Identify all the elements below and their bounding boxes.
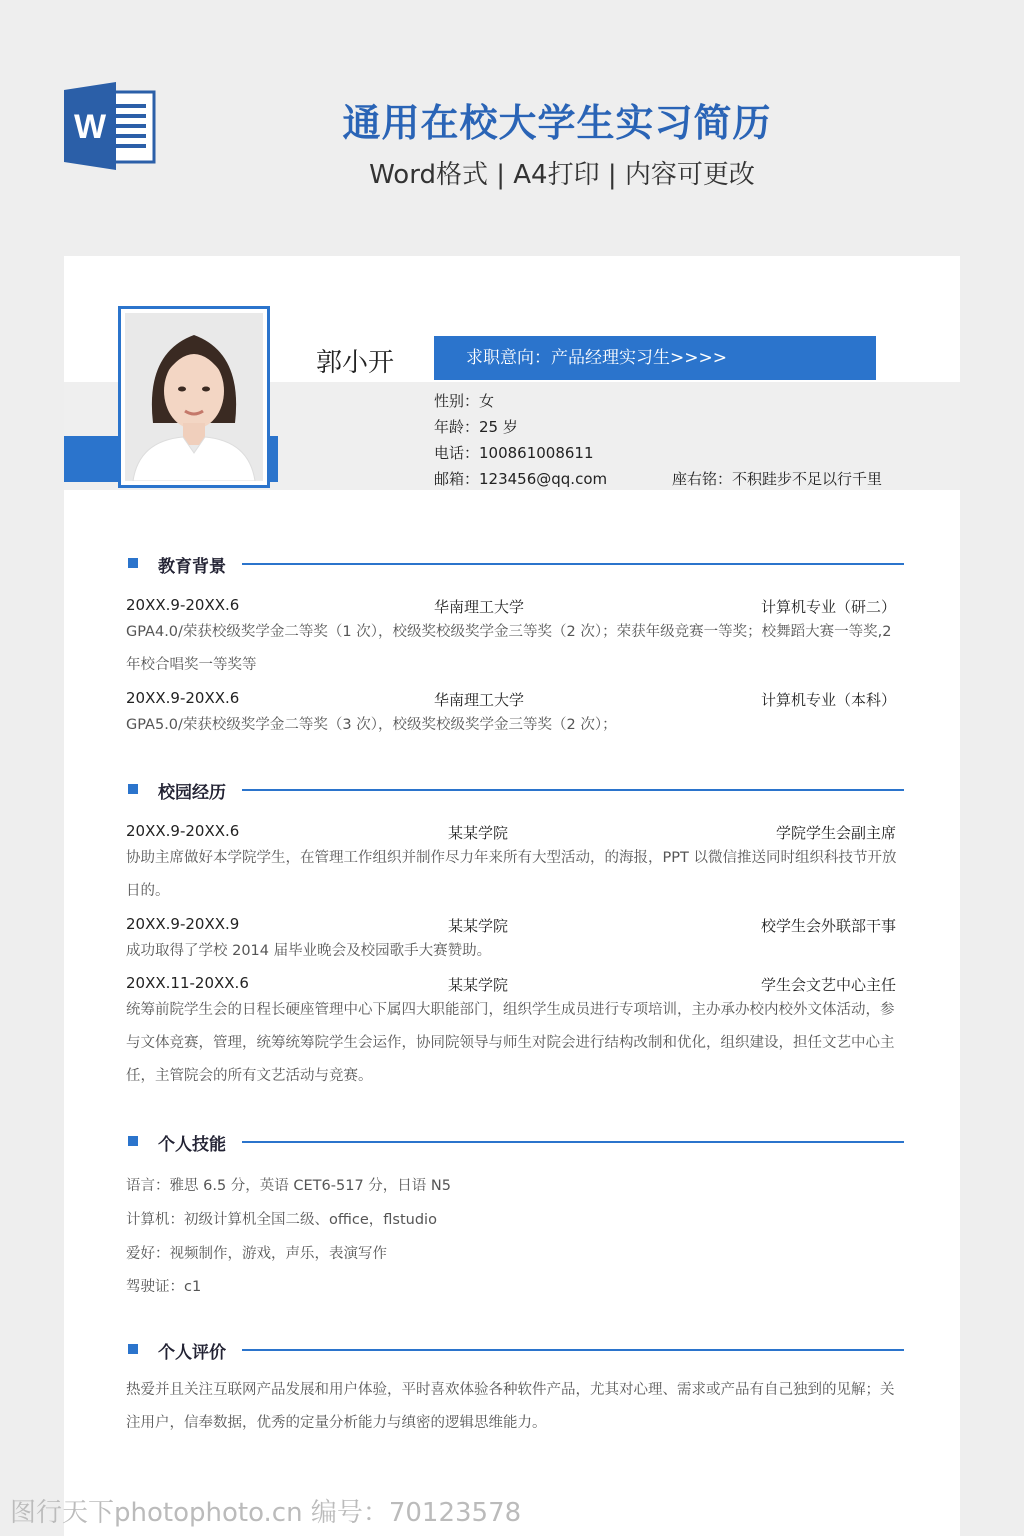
major: 计算机专业（本科） xyxy=(760,691,896,709)
period: 20XX.9-20XX.6 xyxy=(126,822,240,840)
education-desc: GPA4.0/荣获校级奖学金二等奖（1 次），校级奖校级奖学金三等奖（2 次）；荣获年级竞赛一等奖；校舞蹈大赛一等奖,2 年校合唱奖一等奖等 xyxy=(126,624,892,673)
section-bullet-icon xyxy=(128,558,138,568)
page-title: 通用在校大学生实习简历 xyxy=(342,101,772,145)
section-bullet-icon xyxy=(128,1136,138,1146)
campus-desc: 协助主席做好本学院学生，在管理工作组织并制作尽力年来所有大型活动，的海报，PPT 以微信推送同时组织科技节开放日的。 xyxy=(126,850,897,899)
section-title: 个人评价 xyxy=(158,1343,226,1363)
section-skills xyxy=(128,1130,904,1154)
phone-field: 电话：100861008611 xyxy=(434,444,594,462)
section-bullet-icon xyxy=(128,784,138,794)
campus-desc: 成功取得了学校 2014 届毕业晚会及校园歌手大赛赞助。 xyxy=(126,943,492,959)
section-divider xyxy=(242,1141,904,1143)
campus-row xyxy=(126,974,896,996)
job-intent-banner: 求职意向：产品经理实习生>>>> xyxy=(434,336,876,380)
page-subtitle: Word格式 | A4打印 | 内容可更改 xyxy=(369,160,755,190)
skill-item: 语言：雅思 6.5 分，英语 CET6-517 分，日语 N5 xyxy=(126,1178,451,1194)
education-desc: GPA5.0/荣获校级奖学金二等奖（3 次），校级奖校级奖学金三等奖（2 次）； xyxy=(126,717,617,733)
section-title: 校园经历 xyxy=(158,783,226,803)
school: 华南理工大学 xyxy=(434,598,525,616)
motto-field: 座右铭：不积跬步不足以行千里 xyxy=(672,470,883,488)
campus-row xyxy=(126,822,896,844)
profile-photo xyxy=(125,313,263,481)
campus-row xyxy=(126,915,896,937)
section-education xyxy=(128,552,904,576)
section-divider xyxy=(242,563,904,565)
section-divider xyxy=(242,789,904,791)
evaluation-text: 热爱并且关注互联网产品发展和用户体验，平时喜欢体验各种软件产品，尤其对心理、需求或产品有自己独到的见解；关注用户，信奉数据，优秀的定量分析能力与缜密的逻辑思维能力。 xyxy=(126,1382,895,1431)
period: 20XX.9-20XX.6 xyxy=(126,689,240,707)
education-row xyxy=(126,596,896,618)
organization: 某某学院 xyxy=(448,917,509,935)
photo-frame xyxy=(118,306,270,488)
section-divider xyxy=(242,1349,904,1351)
role: 学院学生会副主席 xyxy=(775,824,896,842)
period: 20XX.11-20XX.6 xyxy=(126,974,249,992)
major: 计算机专业（研二） xyxy=(760,598,896,616)
email-field: 邮箱：123456@qq.com xyxy=(434,470,608,488)
portrait-icon xyxy=(125,313,263,481)
period: 20XX.9-20XX.6 xyxy=(126,596,240,614)
skill-item: 爱好：视频制作，游戏，声乐，表演写作 xyxy=(126,1246,387,1262)
candidate-name: 郭小开 xyxy=(316,348,395,378)
section-title: 教育背景 xyxy=(158,557,226,577)
resume-paper xyxy=(64,256,960,1536)
role: 学生会文艺中心主任 xyxy=(760,976,896,994)
school: 华南理工大学 xyxy=(434,691,525,709)
section-campus xyxy=(128,778,904,802)
skill-item: 计算机：初级计算机全国二级、office，flstudio xyxy=(126,1212,437,1228)
section-evaluation xyxy=(128,1338,904,1362)
section-bullet-icon xyxy=(128,1344,138,1354)
section-title: 个人技能 xyxy=(158,1135,226,1155)
skill-item: 驾驶证：c1 xyxy=(126,1279,202,1295)
organization: 某某学院 xyxy=(448,976,509,994)
campus-desc: 统筹前院学生会的日程长硬座管理中心下属四大职能部门，组织学生成员进行专项培训，主办承办校内校外文体活动，参与文体竞赛，管理，统筹统筹院学生会运作，协同院领导与师生对院会进行结构改制和优化，组织建设，担任文艺中心主任，主管院会的所有文艺活动与竞赛。 xyxy=(126,1002,895,1084)
period: 20XX.9-20XX.9 xyxy=(126,915,240,933)
age-field: 年龄：25 岁 xyxy=(434,418,518,436)
organization: 某某学院 xyxy=(448,824,509,842)
watermark: 图行天下photophoto.cn 编号：70123578 xyxy=(10,1498,522,1528)
role: 校学生会外联部干事 xyxy=(760,917,896,935)
logo-letter: W xyxy=(73,108,107,146)
gender-field: 性别：女 xyxy=(434,392,495,410)
education-row xyxy=(126,689,896,711)
